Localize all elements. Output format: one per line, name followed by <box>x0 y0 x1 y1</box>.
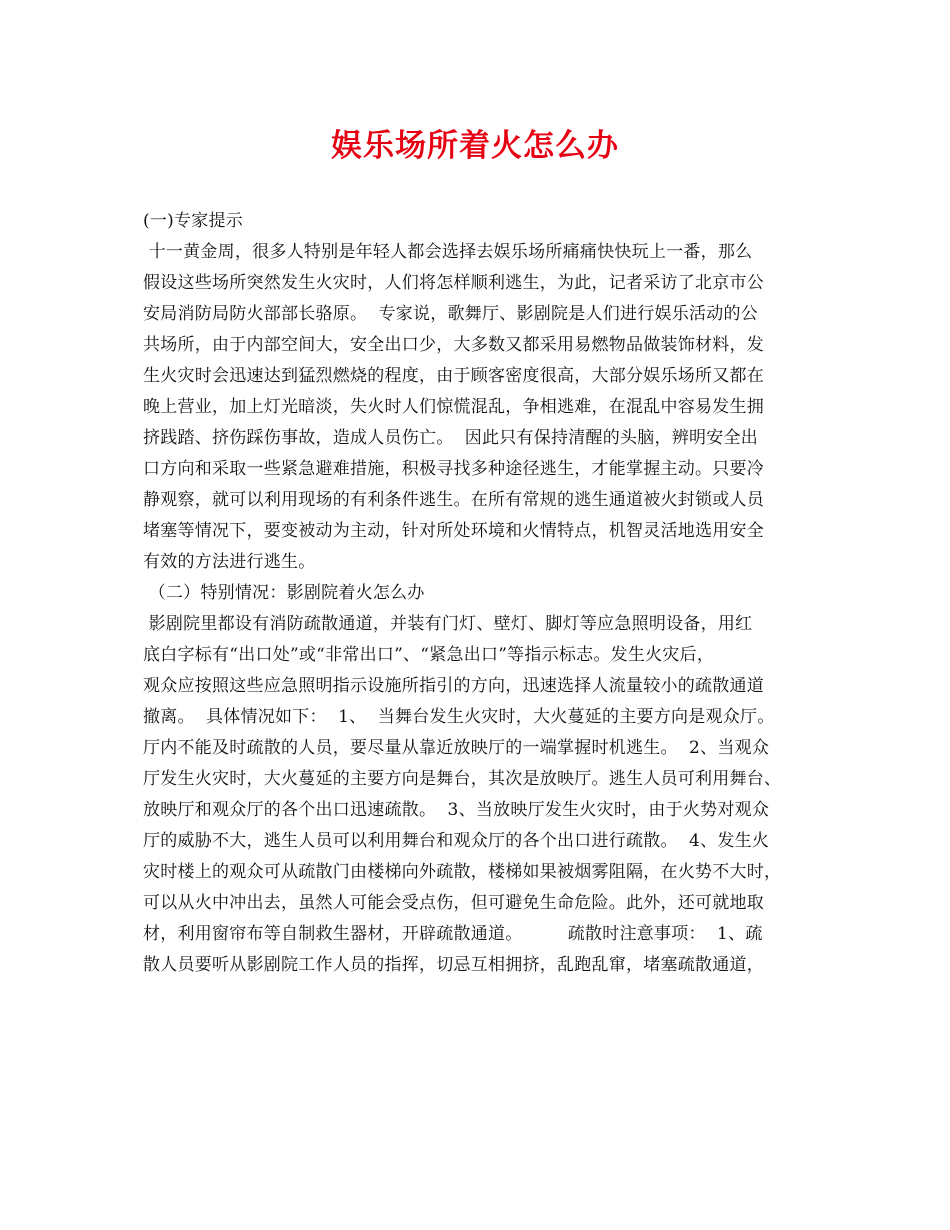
body-line: (一)专家提示 <box>143 211 244 231</box>
body-line: 共场所，由于内部空间大，安全出口少，大多数又都采用易燃物品做装饰材料，发 <box>143 335 764 355</box>
body-line: 厅的威胁不大，逃生人员可以利用舞台和观众厅的各个出口进行疏散。 4、发生火 <box>143 831 770 851</box>
body-line: 挤践踏、挤伤踩伤事故，造成人员伤亡。 因此只有保持清醒的头脑，辨明安全出 <box>143 428 759 448</box>
body-line: 十一黄金周，很多人特别是年轻人都会选择去娱乐场所痛痛快快玩上一番，那么 <box>143 242 753 262</box>
body-line: 口方向和采取一些紧急避难措施，积极寻找多种途径逃生，才能掌握主动。只要冷 <box>143 459 764 479</box>
body-line: 有效的方法进行逃生。 <box>143 552 316 572</box>
body-line: 撤离。 具体情况如下： 1、 当舞台发生火灾时，大火蔓延的主要方向是观众厅。 <box>143 707 775 727</box>
body-line: 材，利用窗帘布等自制救生器材，开辟疏散通道。 疏散时注意事项： 1、疏 <box>143 924 763 944</box>
body-line: 假设这些场所突然发生火灾时，人们将怎样顺利逃生，为此，记者采访了北京市公 <box>143 273 764 293</box>
body-line: 堵塞等情况下，要变被动为主动，针对所处环境和火情特点，机智灵活地选用安全 <box>143 521 764 541</box>
body-line: 底白字标有“出口处”或“非常出口”、“紧急出口”等指示标志。发生火灾后， <box>143 645 715 665</box>
body-line: 放映厅和观众厅的各个出口迅速疏散。 3、当放映厅发生火灾时，由于火势对观众 <box>143 800 770 820</box>
body-line: （二）特别情况：影剧院着火怎么办 <box>143 583 425 603</box>
body-line: 静观察，就可以利用现场的有利条件逃生。在所有常规的逃生通道被火封锁或人员 <box>143 490 764 510</box>
body-line: 安局消防局防火部部长骆原。 专家说，歌舞厅、影剧院是人们进行娱乐活动的公 <box>143 304 759 324</box>
body-line: 生火灾时会迅速达到猛烈燃烧的程度，由于顾客密度很高，大部分娱乐场所又都在 <box>143 366 764 386</box>
body-line: 厅内不能及时疏散的人员，要尽量从靠近放映厅的一端掌握时机逃生。 2、当观众 <box>143 738 770 758</box>
body-line: 可以从火中冲出去，虽然人可能会受点伤，但可避免生命危险。此外，还可就地取 <box>143 893 764 913</box>
body-line: 观众应按照这些应急照明指示设施所指引的方向，迅速选择人流量较小的疏散通道 <box>143 676 764 696</box>
document-title: 娱乐场所着火怎么办 <box>331 128 619 164</box>
document-body <box>143 206 811 981</box>
body-line: 散人员要听从影剧院工作人员的指挥，切忌互相拥挤，乱跑乱窜，堵塞疏散通道， <box>143 955 764 975</box>
body-line: 影剧院里都设有消防疏散通道，并装有门灯、壁灯、脚灯等应急照明设备，用红 <box>143 614 753 634</box>
body-line: 灾时楼上的观众可从疏散门由楼梯向外疏散，楼梯如果被烟雾阻隔，在火势不大时， <box>143 862 782 882</box>
body-line: 晚上营业，加上灯光暗淡，失火时人们惊慌混乱，争相逃难，在混乱中容易发生拥 <box>143 397 764 417</box>
body-line: 厅发生火灾时，大火蔓延的主要方向是舞台，其次是放映厅。逃生人员可利用舞台、 <box>143 769 782 789</box>
